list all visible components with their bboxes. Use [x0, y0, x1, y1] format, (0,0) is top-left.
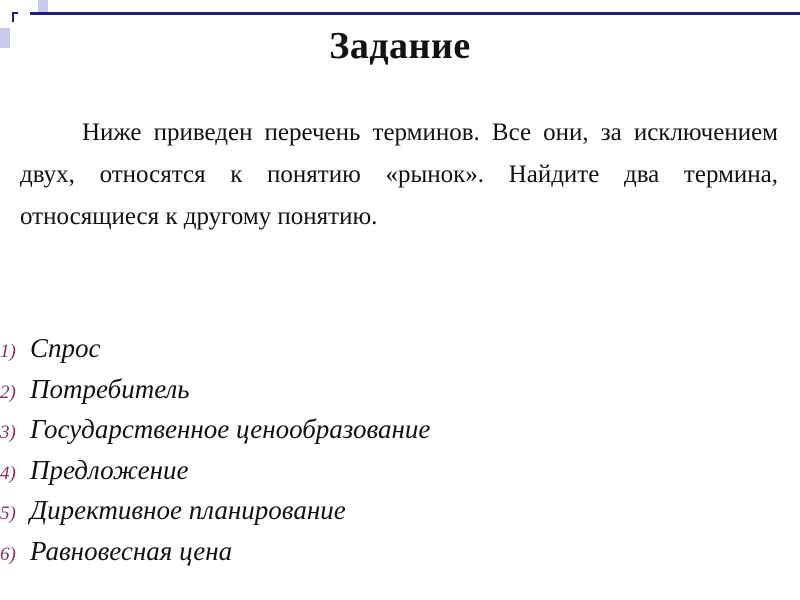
term-number: 3) — [0, 422, 16, 443]
term-number: 1) — [0, 341, 16, 362]
term-item-6 — [0, 531, 780, 572]
term-number: 4) — [0, 462, 16, 484]
slide-title: Задание — [329, 25, 471, 67]
term-label: Государственное ценообразование — [30, 414, 431, 444]
term-label: Потребитель — [30, 373, 190, 404]
terms-list — [0, 328, 780, 571]
term-label: Предложение — [30, 454, 189, 485]
term-label: Спрос — [30, 333, 101, 363]
task-description: Ниже приведен перечень терминов. Все они, за исключением двух, относятся к понятию «рынок». Найдите два термина, относящиеся к другому понятию. — [20, 119, 778, 230]
term-number: 5) — [0, 503, 16, 524]
term-label: Директивное планирование — [30, 495, 346, 525]
term-item-1 — [0, 328, 780, 369]
term-number: 2) — [0, 381, 16, 403]
decorative-top-line — [30, 12, 800, 15]
term-item-4 — [0, 450, 780, 491]
term-label: Равновесная цена — [30, 535, 233, 566]
term-item-5 — [0, 490, 780, 531]
term-number: 6) — [0, 543, 16, 565]
decorative-corner-mark — [12, 12, 18, 22]
term-item-3 — [0, 409, 780, 450]
term-item-2 — [0, 369, 780, 410]
